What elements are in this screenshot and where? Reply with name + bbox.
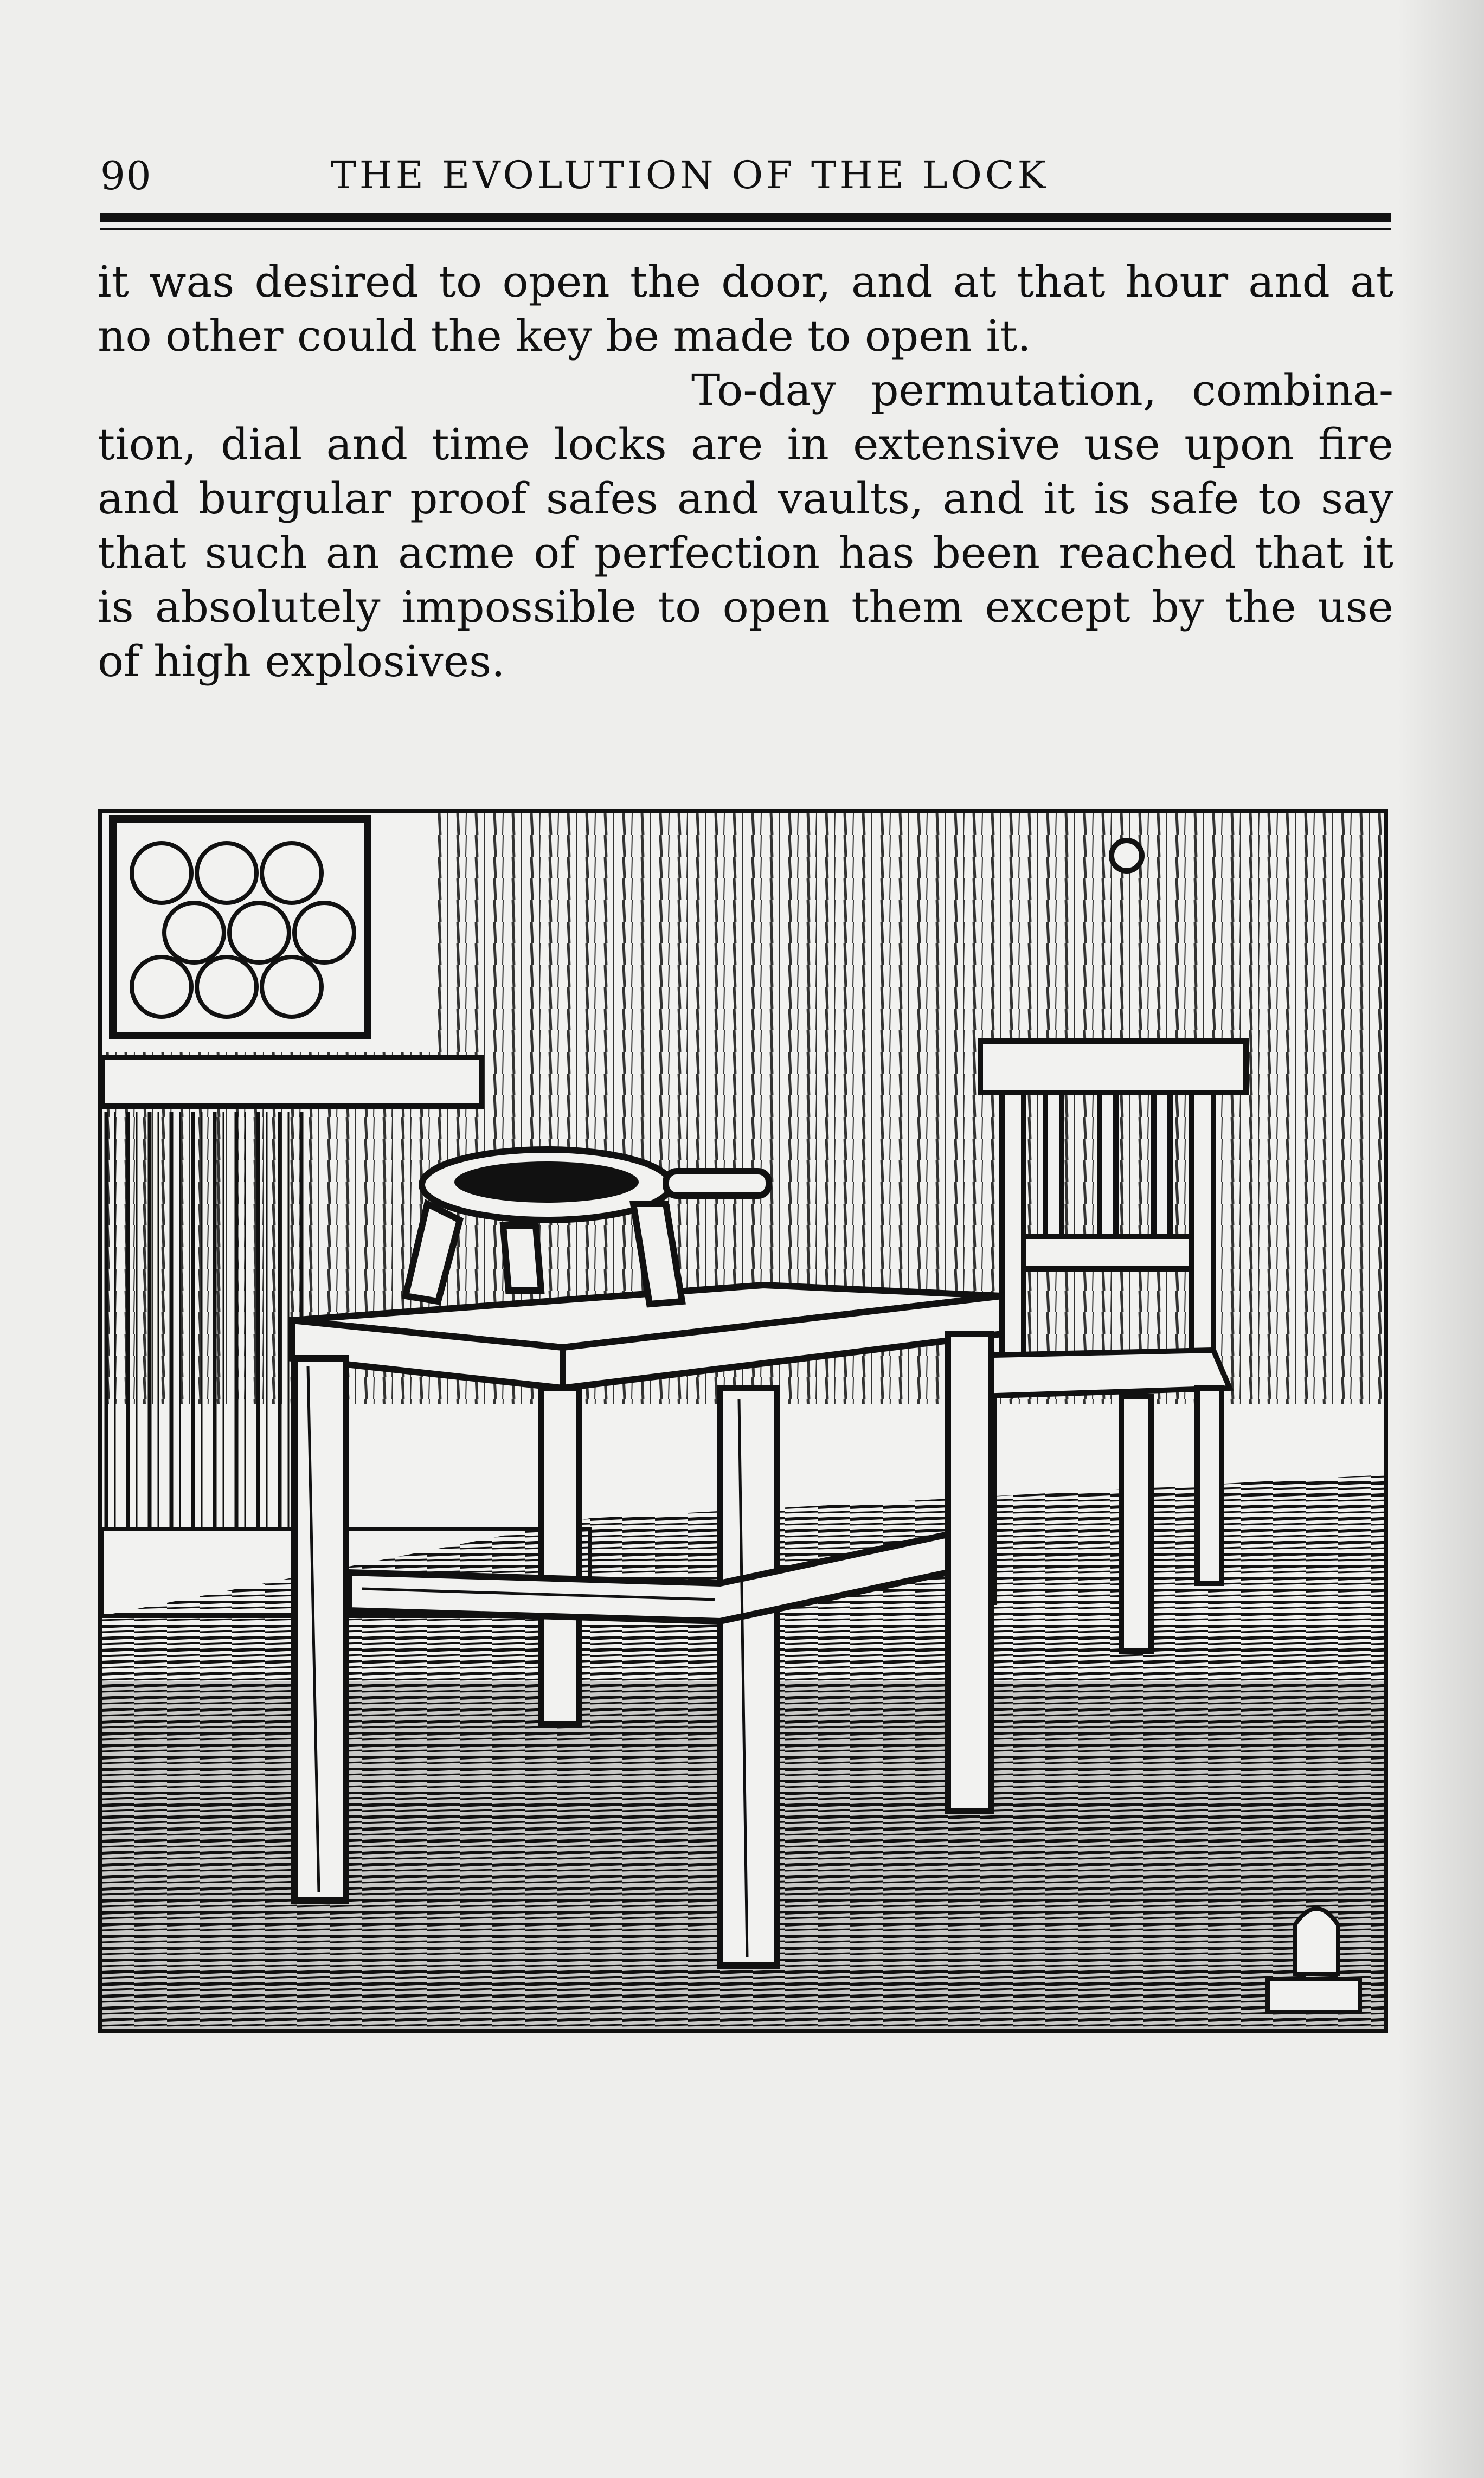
header-rule-thin bbox=[100, 228, 1391, 230]
running-title: THE EVOLUTION OF THE LOCK bbox=[331, 153, 1049, 197]
page-number: 90 bbox=[100, 153, 152, 198]
text-line: no other could the key be made to open it. bbox=[98, 311, 1031, 361]
text-line: it was desired to open the door, and at that hour and at bbox=[98, 256, 1393, 307]
text-line: that such an acme of perfection has been reached that it bbox=[98, 528, 1393, 578]
text-line: tion, dial and time locks are in extensive use upon fire bbox=[98, 419, 1393, 470]
body-text bbox=[98, 255, 1393, 689]
text-line: and burgular proof safes and vaults, and it is safe to say bbox=[98, 473, 1393, 524]
text-line: of high explosives. bbox=[98, 636, 505, 686]
illustration-table-chair-icon bbox=[98, 809, 1388, 2033]
header-rule-thick bbox=[100, 213, 1391, 222]
text-line: is absolutely impossible to open them except by the use bbox=[98, 582, 1393, 632]
running-head bbox=[100, 153, 1391, 196]
text-line: To-day permutation, combina- bbox=[691, 365, 1393, 415]
page-edge-shadow bbox=[1397, 0, 1484, 2478]
